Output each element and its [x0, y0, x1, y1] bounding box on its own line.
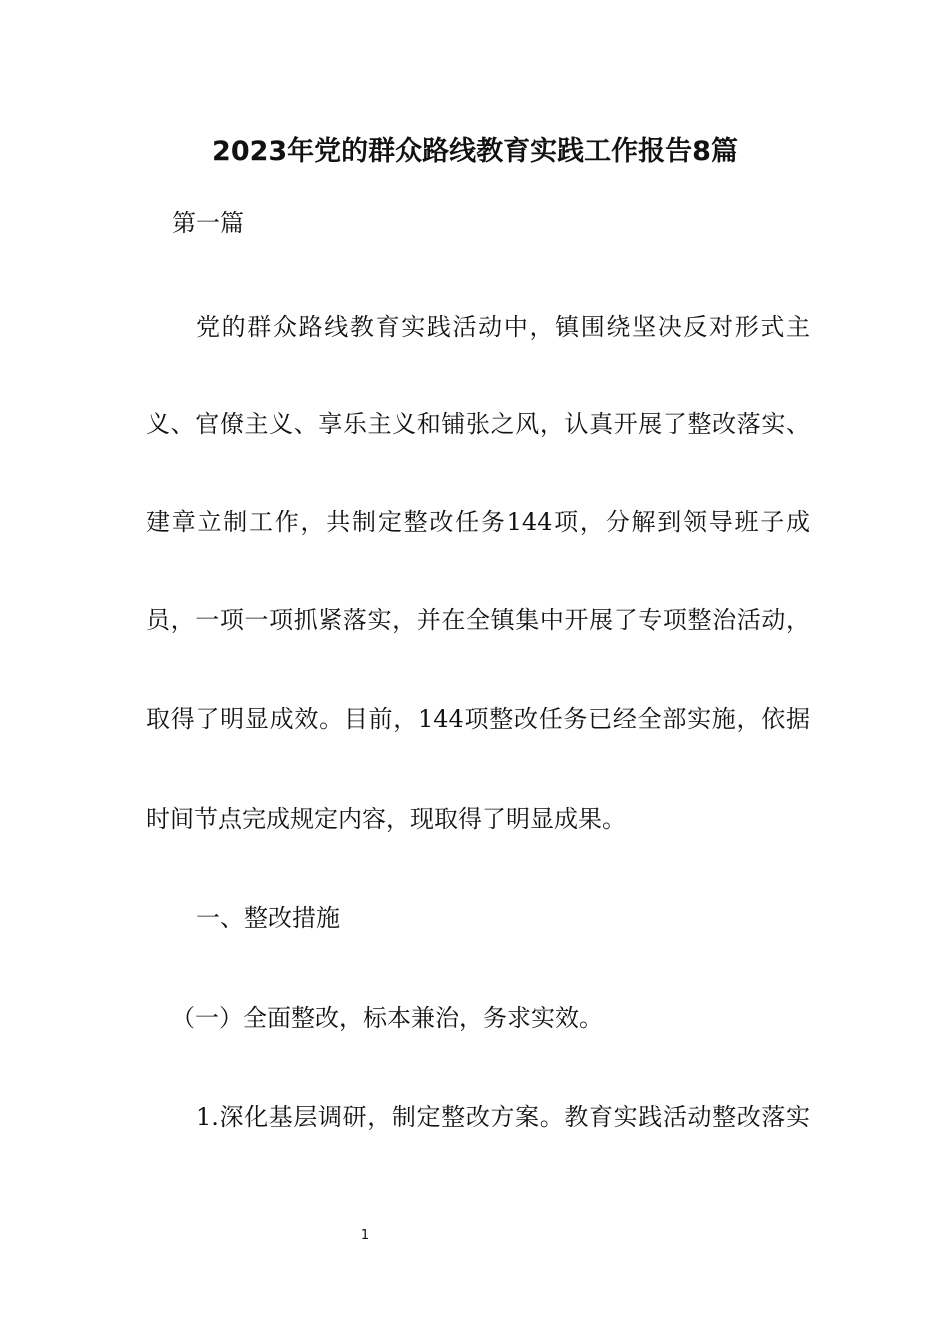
document-title: 2023年党的群众路线教育实践工作报告8篇 [212, 136, 738, 167]
paragraph-line-3: 建章立制工作，共制定整改任务144项，分解到领导班子成 [146, 508, 810, 536]
paragraph-line-2: 义、官僚主义、享乐主义和铺张之风，认真开展了整改落实、 [146, 410, 810, 438]
paragraph-line-6: 时间节点完成规定内容，现取得了明显成果。 [146, 805, 626, 833]
paragraph-line-1: 党的群众路线教育实践活动中，镇围绕坚决反对形式主 [196, 313, 810, 341]
paragraph-line-4: 员，一项一项抓紧落实，并在全镇集中开展了专项整治活动， [146, 606, 810, 634]
heading-level-1: 一、整改措施 [196, 904, 340, 932]
heading-level-2: （一）全面整改，标本兼治，务求实效。 [171, 1004, 603, 1032]
section-label: 第一篇 [172, 209, 244, 237]
paragraph-line-5: 取得了明显成效。目前，144项整改任务已经全部实施，依据 [146, 705, 810, 733]
numbered-item-1: 1.深化基层调研，制定整改方案。教育实践活动整改落实 [196, 1103, 810, 1131]
page-number: 1 [360, 1228, 370, 1243]
